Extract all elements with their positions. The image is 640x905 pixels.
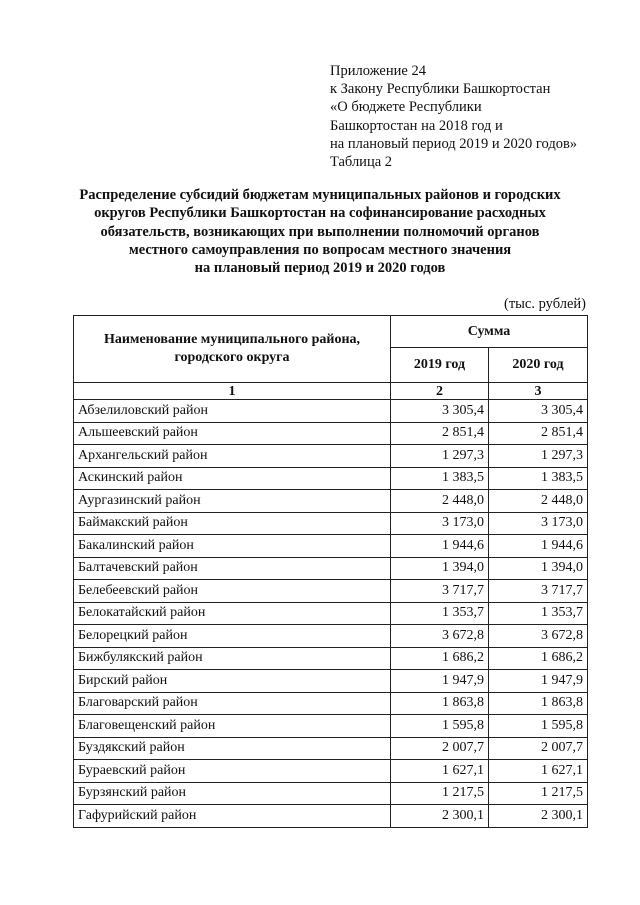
table-row (74, 580, 588, 603)
table-row (74, 400, 588, 423)
district-name-cell: Бураевский район (74, 760, 391, 783)
value-2020-cell: 2 007,7 (489, 737, 588, 760)
district-name-cell: Альшеевский район (74, 422, 391, 445)
appendix-line: Башкортостан на 2018 год и (330, 117, 503, 134)
column-number: 1 (74, 383, 391, 400)
value-2020-cell: 1 627,1 (489, 760, 588, 783)
table-row (74, 782, 588, 805)
value-2019-cell: 3 672,8 (391, 625, 489, 648)
appendix-line: на плановый период 2019 и 2020 годов» (330, 135, 578, 152)
value-2020-cell: 1 595,8 (489, 715, 588, 738)
header-sum: Сумма (391, 316, 588, 348)
value-2019-cell: 1 217,5 (391, 782, 489, 805)
table-row (74, 445, 588, 468)
units-label: (тыс. рублей) (504, 296, 586, 312)
value-2020-cell: 2 300,1 (489, 805, 588, 828)
value-2019-cell: 1 595,8 (391, 715, 489, 738)
title-line: Распределение субсидий бюджетам муниципальных районов и городских (79, 187, 561, 203)
value-2020-cell: 2 448,0 (489, 490, 588, 513)
value-2019-cell: 2 851,4 (391, 422, 489, 445)
value-2019-cell: 1 944,6 (391, 535, 489, 558)
district-name-cell: Благовещенский район (74, 715, 391, 738)
table-row (74, 805, 588, 828)
table-row (74, 670, 588, 693)
district-name-cell: Гафурийский район (74, 805, 391, 828)
value-2020-cell: 1 353,7 (489, 602, 588, 625)
value-2020-cell: 1 863,8 (489, 692, 588, 715)
table-row (74, 467, 588, 490)
table-row (74, 422, 588, 445)
district-name-cell: Абзелиловский район (74, 400, 391, 423)
value-2019-cell: 1 686,2 (391, 647, 489, 670)
value-2019-cell: 1 947,9 (391, 670, 489, 693)
value-2019-cell: 2 300,1 (391, 805, 489, 828)
district-name-cell: Бижбулякский район (74, 647, 391, 670)
title-line: местного самоуправления по вопросам местного значения (128, 241, 512, 258)
district-name-cell: Белебеевский район (74, 580, 391, 603)
district-name-cell: Аскинский район (74, 467, 391, 490)
value-2020-cell: 3 305,4 (489, 400, 588, 423)
district-name-cell: Бирский район (74, 670, 391, 693)
value-2019-cell: 3 305,4 (391, 400, 489, 423)
value-2020-cell: 1 297,3 (489, 445, 588, 468)
value-2019-cell: 2 448,0 (391, 490, 489, 513)
value-2020-cell: 3 717,7 (489, 580, 588, 603)
column-numbers-row (74, 383, 588, 400)
value-2019-cell: 1 394,0 (391, 557, 489, 580)
value-2020-cell: 1 383,5 (489, 467, 588, 490)
table-row (74, 490, 588, 513)
value-2019-cell: 2 007,7 (391, 737, 489, 760)
value-2020-cell: 1 394,0 (489, 557, 588, 580)
header-year-2020: 2020 год (489, 348, 588, 383)
district-name-cell: Архангельский район (74, 445, 391, 468)
subsidies-table (73, 315, 588, 828)
table-row (74, 602, 588, 625)
column-number: 3 (489, 383, 588, 400)
table-row (74, 760, 588, 783)
table-row (74, 535, 588, 558)
column-number: 2 (391, 383, 489, 400)
table-row (74, 692, 588, 715)
value-2019-cell: 1 353,7 (391, 602, 489, 625)
title-line: обязательств, возникающих при выполнении полномочий органов (100, 223, 540, 240)
value-2019-cell: 3 173,0 (391, 512, 489, 535)
value-2020-cell: 2 851,4 (489, 422, 588, 445)
table-row (74, 715, 588, 738)
table-row (74, 625, 588, 648)
district-name-cell: Балтачевский район (74, 557, 391, 580)
value-2020-cell: 1 217,5 (489, 782, 588, 805)
district-name-cell: Белокатайский район (74, 602, 391, 625)
table-row (74, 647, 588, 670)
title-line: на плановый период 2019 и 2020 годов (194, 260, 446, 277)
value-2019-cell: 3 717,7 (391, 580, 489, 603)
district-name-cell: Благоварский район (74, 692, 391, 715)
district-name-cell: Бурзянский район (74, 782, 391, 805)
value-2019-cell: 1 297,3 (391, 445, 489, 468)
value-2020-cell: 3 173,0 (489, 512, 588, 535)
header-year-2019: 2019 год (391, 348, 489, 383)
document-title (60, 186, 580, 277)
table-body (74, 400, 588, 828)
value-2020-cell: 3 672,8 (489, 625, 588, 648)
table-row (74, 512, 588, 535)
title-line: округов Республики Башкортостан на софинансирование расходных (94, 205, 546, 222)
value-2019-cell: 1 383,5 (391, 467, 489, 490)
appendix-line: «О бюджете Республики (330, 99, 482, 116)
district-name-cell: Буздякский район (74, 737, 391, 760)
appendix-reference (330, 62, 577, 171)
district-name-cell: Аургазинский район (74, 490, 391, 513)
district-name-cell: Бакалинский район (74, 535, 391, 558)
value-2020-cell: 1 947,9 (489, 670, 588, 693)
value-2019-cell: 1 863,8 (391, 692, 489, 715)
value-2020-cell: 1 944,6 (489, 535, 588, 558)
value-2020-cell: 1 686,2 (489, 647, 588, 670)
table-row (74, 737, 588, 760)
appendix-line: Приложение 24 (330, 63, 426, 79)
appendix-line: к Закону Республики Башкортостан (330, 81, 551, 98)
table-row (74, 557, 588, 580)
district-name-cell: Баймакский район (74, 512, 391, 535)
table-number: Таблица 2 (330, 154, 393, 171)
value-2019-cell: 1 627,1 (391, 760, 489, 783)
header-district-name: Наименование муниципального района, городского округа (74, 316, 391, 383)
district-name-cell: Белорецкий район (74, 625, 391, 648)
